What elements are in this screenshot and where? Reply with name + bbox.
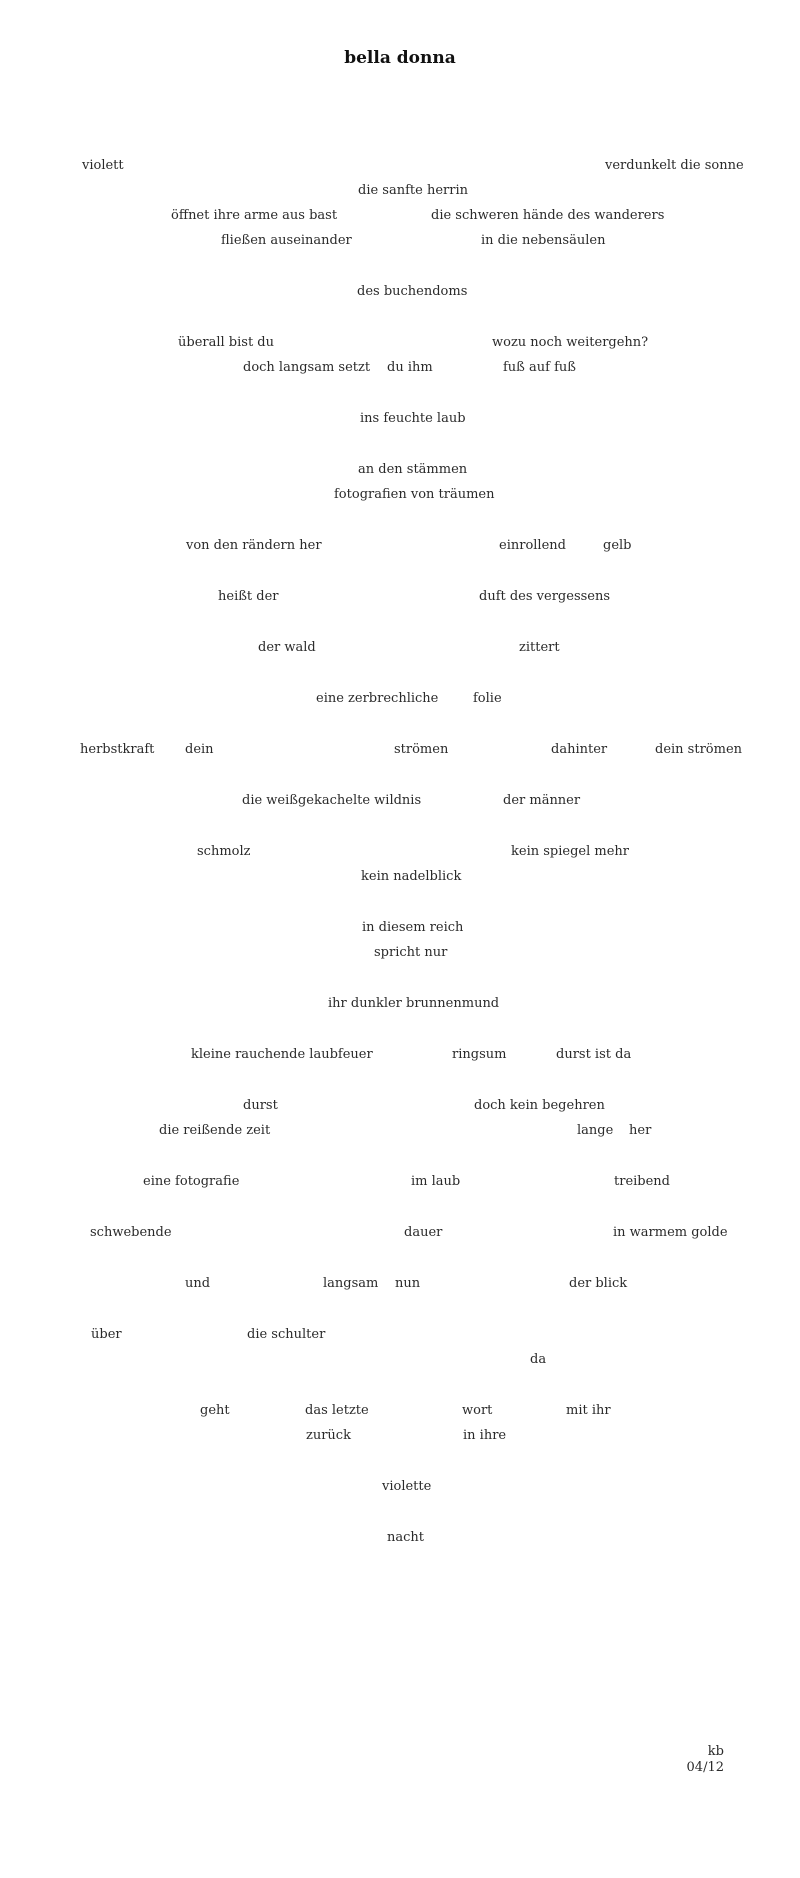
poem-phrase: ins feuchte laub	[360, 411, 466, 426]
poem-phrase: in diesem reich	[362, 920, 464, 935]
signature-date: 04/12	[686, 1760, 724, 1775]
poem-phrase: die schulter	[247, 1327, 326, 1342]
poem-phrase: die reißende zeit	[159, 1123, 271, 1138]
poem-phrase: zittert	[519, 640, 560, 655]
poem-phrase: zurück	[306, 1428, 351, 1443]
poem-phrase: duft des vergessens	[479, 589, 611, 604]
poem-phrase: fließen auseinander	[221, 233, 352, 248]
poem-phrase: fuß auf fuß	[503, 360, 576, 375]
poem-phrase: die schweren hände des wanderers	[431, 208, 665, 223]
poem-phrase: dein strömen	[655, 742, 743, 757]
poem-phrase: nacht	[387, 1530, 425, 1545]
poem-phrase: eine fotografie	[143, 1174, 240, 1189]
poem-phrase: in warmem golde	[613, 1225, 728, 1240]
poem-phrase: über	[91, 1327, 122, 1342]
poem-phrase: folie	[473, 691, 502, 706]
poem-phrase: einrollend	[499, 538, 566, 553]
poem-phrase: von den rändern her	[186, 538, 322, 553]
poem-phrase: heißt der	[218, 589, 279, 604]
poem-phrase: durst	[243, 1098, 278, 1113]
poem-phrase: verdunkelt die sonne	[605, 158, 744, 173]
poem-phrase: her	[629, 1123, 652, 1138]
poem-phrase: an den stämmen	[358, 462, 468, 477]
poem-phrase: öffnet ihre arme aus bast	[171, 208, 338, 223]
poem-phrase: dahinter	[551, 742, 608, 757]
poem-phrase: überall bist du	[178, 335, 275, 350]
poem-phrase: doch langsam setzt	[243, 360, 371, 375]
poem-phrase: lange	[577, 1123, 614, 1138]
poem-phrase: das letzte	[305, 1403, 369, 1418]
poem-phrase: die weißgekachelte wildnis	[242, 793, 422, 808]
poem-phrase: kein spiegel mehr	[511, 844, 629, 859]
poem-phrase: geht	[200, 1403, 230, 1418]
poem-phrase: du ihm	[387, 360, 433, 375]
poem-phrase: violette	[382, 1479, 432, 1494]
poem-phrase: der wald	[258, 640, 316, 655]
poem-phrase: ringsum	[452, 1047, 507, 1062]
poem-phrase: mit ihr	[566, 1403, 611, 1418]
poem-phrase: kein nadelblick	[361, 869, 462, 884]
poem-phrase: wozu noch weitergehn?	[492, 335, 649, 350]
poem-phrase: gelb	[603, 538, 632, 553]
poem-phrase: eine zerbrechliche	[316, 691, 439, 706]
poem-phrase: des buchendoms	[357, 284, 468, 299]
poem-phrase: und	[185, 1276, 211, 1291]
poem-phrase: kleine rauchende laubfeuer	[191, 1047, 373, 1062]
poem-phrase: spricht nur	[374, 945, 448, 960]
poem-phrase: schwebende	[90, 1225, 172, 1240]
poem-phrase: in die nebensäulen	[481, 233, 606, 248]
poem-phrase: der männer	[503, 793, 581, 808]
poem-title: bella donna	[344, 48, 456, 68]
poem-phrase: treibend	[614, 1174, 670, 1189]
poem-phrase: die sanfte herrin	[358, 183, 468, 198]
poem-phrase: violett	[82, 158, 124, 173]
poem-phrase: herbstkraft	[80, 742, 155, 757]
poem-phrase: dein	[185, 742, 214, 757]
poem-phrase: da	[530, 1352, 547, 1367]
poem-phrase: nun	[395, 1276, 421, 1291]
signature-author: kb	[707, 1744, 724, 1759]
poem-phrase: in ihre	[463, 1428, 507, 1443]
poem-phrase: der blick	[569, 1276, 628, 1291]
poem-phrase: im laub	[411, 1174, 461, 1189]
poem-phrase: fotografien von träumen	[334, 487, 495, 502]
poem-phrase: wort	[462, 1403, 493, 1418]
poem-phrase: langsam	[323, 1276, 379, 1291]
poem-phrase: strömen	[394, 742, 449, 757]
poem-phrase: dauer	[404, 1225, 443, 1240]
poem-phrase: doch kein begehren	[474, 1098, 605, 1113]
poem-phrase: schmolz	[197, 844, 251, 859]
poem-phrase: durst ist da	[556, 1047, 632, 1062]
poem-phrase: ihr dunkler brunnenmund	[328, 996, 500, 1011]
signature	[687, 1744, 724, 1776]
